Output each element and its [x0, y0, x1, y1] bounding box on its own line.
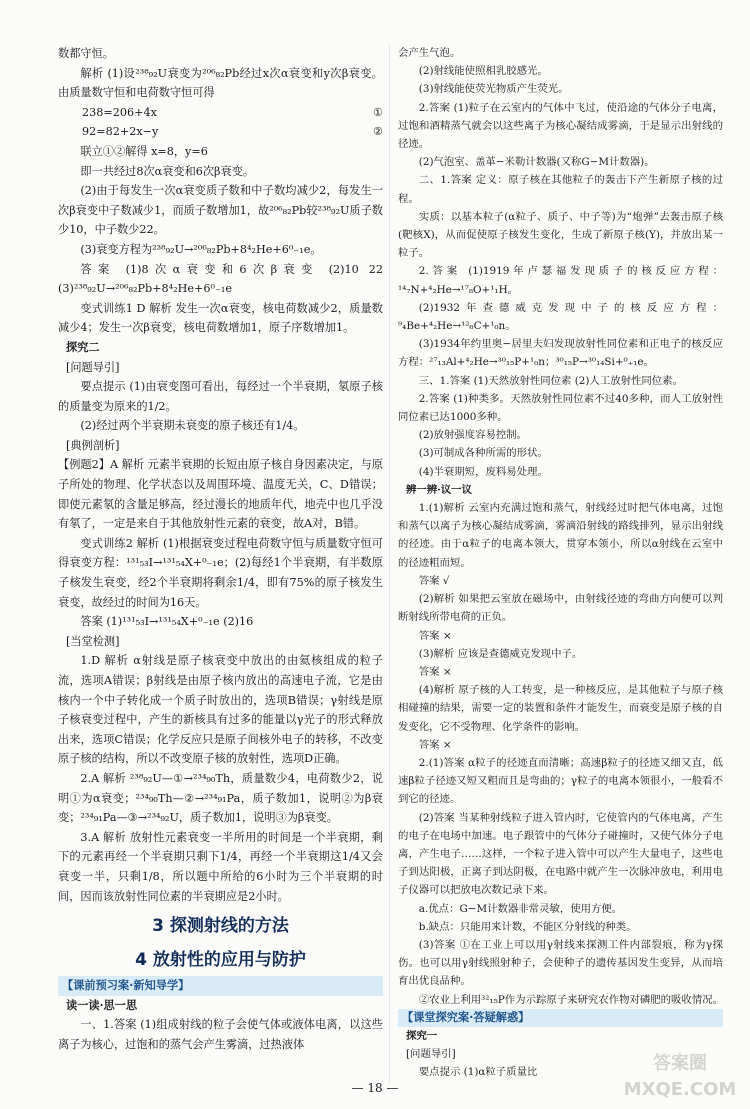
paragraph: 二、1.答案 定义：原子核在其他粒子的轰击下产生新原子核的过程。: [398, 174, 723, 205]
paragraph: (4)解析 原子核的人工转变，是一种核反应，是其他粒子与原子核相碰撞的结果，需要一定的装置和条件才能发生，而衰变是原子核的自发变化，它不受物理、化学条件的影响。: [398, 684, 723, 733]
paragraph: (3)答案 ①在工业上可以用γ射线来探测工件内部裂痕，称为γ探伤。也可以用γ射线照射种子，会使种子的遗传基因发生变异，从而培育出优良品种。: [398, 938, 723, 988]
section-band: 【课堂探究案·答疑解惑】: [398, 1009, 723, 1027]
paragraph: 会产生气泡。: [398, 47, 461, 59]
column-divider: [389, 44, 390, 1084]
section-heading: 3 探测射线的方法: [152, 916, 289, 937]
paragraph: 辨一辨·议一议: [406, 483, 472, 496]
paragraph: 数都守恒。: [58, 47, 114, 60]
paragraph: 1.(1)解析 云室内充满过饱和蒸气，射线经过时把气体电离，过饱和蒸气以离子为核心凝结成雾滴，雾滴沿射线的路线排列，显示出射线的径迹。由于α粒子的电离本领大，贯穿本领小，所以α射线在云室中的径迹粗而短。: [398, 502, 723, 569]
paragraph: 答案 (1)¹³¹₅₃I→¹³¹₅₄X+⁰₋₁e (2)16: [80, 615, 254, 629]
paragraph: 答案 ×: [418, 629, 452, 642]
paragraph: (2)由于每发生一次α衰变质子数和中子数均减少2，每发生一次β衰变中子数减少1，而质子数增加1，故²⁰⁶₈₂Pb较²³⁸₉₂U质子数少10，中子数少22。: [58, 184, 383, 237]
paragraph: (3)解析 应该是查德威克发现中子。: [418, 647, 583, 660]
paragraph: 联立①②解得 x=8，y=6: [80, 144, 208, 158]
paragraph: 答案 ×: [418, 738, 452, 751]
paragraph: (2)放射强度容易控制。: [418, 429, 528, 442]
paragraph: 答案 √: [418, 574, 450, 587]
paragraph: a.优点：G−M计数器非常灵敏，使用方便。: [418, 902, 623, 915]
paragraph: 变式训练2 解析 (1)根据衰变过程电荷数守恒与质量数守恒可得衰变方程：¹³¹₅₃I→¹³¹₅₄X+⁰₋₁e；(2)每经1个半衰期，有半数原子核发生衰变，经2个半衰期将剩余1/4，即有75%的原子核发生衰变，故经过的时间为16天。: [58, 536, 383, 609]
paragraph: [当堂检测]: [66, 634, 120, 648]
paragraph: 解析 (1)设²³⁸₉₂U衰变为²⁰⁶₈₂Pb经过x次α衰变和y次β衰变。由质量数守恒和电荷数守恒可得: [58, 66, 383, 100]
paragraph: 即一共经过8次α衰变和6次β衰变。: [80, 164, 255, 178]
paragraph: (2)气泡室、盖革−米勒计数器(又称G−M计数器)。: [418, 156, 655, 169]
paragraph: b.缺点：只能用来计数，不能区分射线的种类。: [418, 920, 637, 933]
paragraph: 2.A 解析 ²³⁸₉₂U—①→²³⁴₉₀Th，质量数少4，电荷数少2，说明①为α衰变；²³⁴₉₀Th—②→²³⁴₉₁Pa，质子数加1，说明②为β衰变；²³⁴₉₁Pa—③→²³⁴₉₂U，质子数加1，说明③为β衰变。: [58, 771, 383, 825]
paragraph: 实质：以基本粒子(α粒子、质子、中子等)为“炮弹”去轰击原子核(靶核X)，从而促使原子核发生变化，生成了新原子核(Y)，并放出某一粒子。: [398, 210, 723, 260]
paragraph: [问题导引]: [66, 360, 120, 374]
paragraph: 【例题2】A 解析 元素半衰期的长短由原子核自身因素决定，与原子所处的物理、化学状态以及周围环境、温度无关，C、D错误；即使元素氡的含量足够高，经过漫长的地质年代，地壳中也几乎没有氡了，一定是来自于其他放射性元素的衰变，故A对，B错。: [58, 458, 383, 531]
equation-number: ①: [372, 105, 383, 119]
paragraph: [58, 103, 383, 123]
paragraph: (3)可制成各种所需的形状。: [418, 447, 548, 460]
paragraph: 读一读·思一思: [66, 997, 138, 1012]
paragraph: 要点提示 (1)α粒子质量比: [418, 1066, 538, 1079]
paragraph: (2)解析 如果把云室放在磁场中，由射线径迹的弯曲方向便可以判断射线所带电荷的正负。: [398, 593, 723, 624]
paragraph: 探究一: [406, 1029, 438, 1042]
paragraph: 2.答案 (1)种类多。天然放射性同位素不过40多种，而人工放射性同位素已达1000多种。: [398, 392, 723, 424]
paragraph: [58, 122, 383, 142]
paragraph: 答案 (1)8次α衰变和6次β衰变 (2)10 22 (3)²³⁸₉₂U→²⁰⁶₈₂Pb+8⁴₂He+6⁰₋₁e: [58, 262, 383, 296]
paragraph: 2.答案 (1)粒子在云室内的气体中飞过，使沿途的气体分子电离，过饱和酒精蒸气就会以这些离子为核心凝结成雾滴，于是显示出射线的径迹。: [398, 101, 723, 151]
section-heading: 4 放射性的应用与防护: [135, 950, 306, 971]
paragraph: [问题导引]: [406, 1048, 456, 1061]
paragraph: 1.D 解析 α射线是原子核衰变中放出的由氦核组成的粒子流，选项A错误；β射线是由原子核内放出的高速电子流，它是由核内一个中子转化成一个质子时放出的，选项B错误；γ射线是原子核衰变过程中，产生的新核具有过多的能量以γ光子的形式释放出来，选项C错误；化学反应只是原子间核外电子的转移，不改变原子核的结构，所以不改变原子核的放射性，选项D正确。: [58, 654, 383, 766]
paragraph: (3)衰变方程为²³⁸₉₂U→²⁰⁶₈₂Pb+8⁴₂He+6⁰₋₁e。: [80, 242, 322, 256]
paragraph: (4)半衰期短，废料易处理。: [418, 465, 548, 478]
paragraph: (2)经过两个半衰期未衰变的原子核还有1/4。: [80, 419, 305, 433]
paragraph: (2)答案 当某种射线粒子进入管内时，它使管内的气体电离，产生的电子在电场中加速。电子跟管中的气体分子碰撞时，又使气体分子电离，产生电子……这样，一个粒子进入管中可以产生大量电子，这些电子到达阳极，正离子到达阴极，在电路中就产生一次脉冲放电，利用电子仪器可以把放电次数记录下来。: [398, 811, 723, 897]
paragraph: 答案 ×: [418, 665, 452, 678]
paragraph: ②农业上利用³²₁₅P作为示踪原子来研究农作物对磷肥的吸收情况。: [418, 993, 723, 1006]
paragraph: 2.答案 (1)1919年卢瑟福发现质子的核反应方程：¹⁴₇N+⁴₂He→¹⁷₈O+¹₁H。: [398, 265, 723, 296]
paragraph: 三、1.答案 (1)天然放射性同位素 (2)人工放射性同位素。: [418, 374, 683, 387]
page-number: — 18 —: [351, 1081, 399, 1095]
section-band: 【课前预习案·新知导学】: [58, 976, 383, 996]
paragraph: 变式训练1 D 解析 发生一次α衰变，核电荷数减少2，质量数减少4；发生一次β衰变，核电荷数增加1，原子序数增加1。: [58, 301, 383, 335]
paragraph: 2.(1)答案 α粒子的径迹直而清晰；高速β粒子的径迹又细又直，低速β粒子径迹又短又粗而且是弯曲的；γ粒子的电离本领很小，一般看不到它的径迹。: [398, 756, 723, 806]
paragraph: 探究二: [66, 339, 100, 354]
paragraph: 要点提示 (1)由衰变图可看出，每经过一个半衰期，氡原子核的质量变为原来的1/2。: [58, 380, 383, 413]
paragraph: (2)射线能使照相乳胶感光。: [418, 65, 548, 78]
paragraph: 3.A 解析 放射性元素衰变一半所用的时间是一个半衰期，剩下的元素再经一个半衰期只剩下1/4，再经一个半衰期这1/4又会衰变一半，只剩1/8，所以题中所给的6小时为三个半衰期的时间，因而该放射性同位素的半衰期应是2小时。: [58, 830, 383, 903]
equation-number: ②: [372, 125, 383, 139]
paragraph: (2)1932年查德威克发现中子的核反应方程：⁹₄Be+⁴₂He→¹²₆C+¹₀n。: [398, 301, 723, 333]
right-column: [398, 44, 723, 1082]
left-column: [58, 44, 383, 1055]
paragraph: 一、1.答案 (1)组成射线的粒子会使气体或液体电离，以这些离子为核心，过饱和的蒸气会产生雾滴，过热液体: [58, 1018, 383, 1051]
watermark-logo: 答案圈 MXQE.COM: [623, 1053, 737, 1100]
paragraph: (3)1934年约里奥−居里夫妇发现放射性同位素和正电子的核反应方程：²⁷₁₃Al+⁴₂He→³⁰₁₅P+¹₀n；³⁰₁₅P→³⁰₁₄Si+⁰₊₁e。: [398, 338, 723, 369]
equation: 92=82+2x−y: [82, 125, 159, 139]
equation: 238=206+4x: [82, 105, 157, 119]
paragraph: (3)射线能使荧光物质产生荧光。: [418, 83, 569, 96]
paragraph: [典例剖析]: [66, 438, 120, 452]
